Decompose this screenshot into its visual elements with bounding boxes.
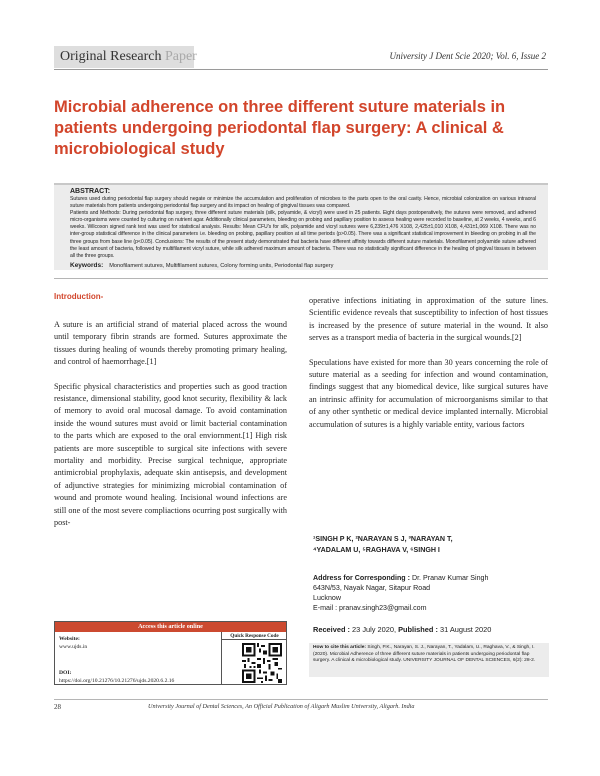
citation-label: How to cite this article: [313, 645, 367, 650]
body-paragraph-1: operative infections initiating in approximation of the suture lines. Scientific evidence reveals that susceptibility to infection of host tissues is increased by the presence of suture material in the wound. It also serves as a transport media of bacteria in the surgical wounds.[2] [309, 296, 548, 343]
website-label: Website: [59, 636, 80, 642]
left-column [54, 319, 287, 542]
access-box-title: Access this article online [55, 622, 286, 632]
doi-label: DOI: [59, 670, 72, 676]
intro-paragraph-2: Specific physical characteristics and properties such as good traction resistance, dimensional stability, good knot security, flexibility & lack of memory to avoid oral mucosal damage. To avoid contamination inside the wound sutures must avoid or limit bacterial contamination to the parts which are exposed to the oral enviornment.[1] High risk patients are more susceptible to surgical site infections with severe mortality and morbidity. Precise surgical technique, appropriate antimicrobial prophylaxis, adequate skin antisepsis, and development of adjunctive strategies for minimizing microbial contamination of wound and promote wound healing. Incisional wound infections are still one of the most severe compliactions ocurring post surgically with post- [54, 381, 287, 528]
citation-text: Singh, P.K., Narayan, S. J., Narayan, T., Yadalam, U., Raghava, V., & Singh, I. (2020). Microbial Adherence of three different suture materials in patients undergoing periodontal flap surgery. A clinical & microbiological study. UNIVERSITY JOURNAL OF DENTAL SCIENCES, 6(2): 28-2. [313, 645, 536, 664]
intro-paragraph-1: A suture is an artificial strand of material placed across the wound until temporary fibrin strands are formed. Sutures approximate the tissues during healing of wounds thereby promoting primary healing, and control of haemorrhage.[1] [54, 320, 287, 367]
keywords-divider [54, 278, 548, 279]
abstract-heading: ABSTRACT: [70, 188, 111, 195]
authors-line-1: ¹SINGH P K, ²NARAYAN S J, ³NARAYAN T, [313, 535, 453, 543]
published-date: 31 August 2020 [439, 625, 492, 634]
qr-code-icon[interactable] [242, 643, 282, 683]
footer-divider [54, 699, 548, 700]
page-number: 28 [54, 703, 61, 711]
abstract-intro: Sutures used during periodontal flap surgery should negate or minimize the accumulation and proliferation of microbes to the parts open to the oral cavity. Hence, microbial colonization on various intraoral suture materials from patients undergoing periodontal flap surgery and its impact on healing of gingival tissues was compared. [70, 196, 536, 210]
website-link[interactable]: www.ujds.in [59, 644, 88, 650]
article-type-suffix: Paper [164, 49, 197, 64]
article-type-label: Original Research [60, 49, 162, 64]
address-line-1: 643N/53, Nayak Nagar, Sitapur Road [313, 584, 431, 592]
article-type-tag [54, 46, 197, 68]
citation-box [309, 643, 549, 677]
address-label: Address for Corresponding : [313, 574, 410, 582]
abstract-methods-results: Patients and Methods: During periodontal flap surgery, three different suture materials (silk, polyamide, & vicryl) were used in 25 patients. Eight days postoperatively, the sutures were removed, and adhered micro-organisms were counted by culturing on nutrient agar. Additionally clinical parameters, bleeding on probing and papillary position to assess healing were recorded to baseline, at 2 weeks, 4 weeks, and 6 weeks. Wilcoxon signed rank test was used for statistical analysis. Results: Mean CFU's for silk, polyamide and vicryl sutures were 6,239±1,476 X108, 2,425±1,010 X108, 4,431±1,069 X108. There was no inter-group statistical difference in the clinical parameters i.e. bleeding on probing, papillary position at all time periods (p>0.05). There was a significant statistical improvement in bleeding on probing in all the three groups from base line (p<0.05). Conclusions: The results of the present study demonstrated that bacteria have different affinity towards different suture materials. Monofilament polyamide suture adhered the least amount of bacteria, followed by multifilament vicryl suture, while silk adhered maximum amount of bacteria. There was no statistically significant difference in the healing of gingival tissues in between all the three groups. [70, 210, 536, 259]
corresponding-author: Dr. Pranav Kumar Singh [411, 574, 489, 582]
author-list [313, 534, 543, 556]
address-line-2: Lucknow [313, 594, 341, 602]
keywords [70, 262, 540, 269]
published-label: Published : [398, 625, 438, 634]
received-date: 23 July 2020, [352, 625, 397, 634]
journal-citation: University J Dent Scie 2020; Vol. 6, Issue 2 [389, 51, 546, 61]
article-title: Microbial adherence on three different suture materials in patients undergoing periodontal flap surgery: A clinical & microbiological study [54, 98, 506, 158]
body-paragraph-2: Speculations have existed for more than 30 years concerning the role of suture material as a seeding for infection and wound contamination, findings suggest that any biomedical device, like surgical sutures have an intrinsic affinity for accumulation of microorganisms similar to that of any other synthetic or medical device implanted internally. Microbial accumulation of sutures is a highly variable entity, various factors [309, 357, 548, 429]
authors-line-2: ⁴YADALAM U, ⁵RAGHAVA V, ⁶SINGH I [313, 546, 440, 554]
right-column [309, 295, 548, 443]
qr-code-label: Quick Response Code [222, 632, 287, 640]
article-dates [313, 625, 491, 634]
header-divider [54, 69, 548, 70]
doi-link[interactable]: https://doi.org/10.21276/10.21276/ujds.2020.6.2.16 [59, 678, 175, 684]
author-email[interactable]: E-mail : pranav.singh23@gmail.com [313, 604, 427, 612]
access-online-box [54, 621, 287, 685]
received-label: Received : [313, 625, 350, 634]
footer-publisher: University Journal of Dental Sciences, An Official Publication of Aligarh Muslim University, Aligarh. India [148, 703, 415, 710]
keywords-label: Keywords: [70, 262, 104, 269]
introduction-heading: Introduction- [54, 292, 104, 301]
abstract-box [54, 183, 548, 270]
keywords-text: Monofilament sutures, Multifilament sutures, Colony forming units, Periodontal flap surgery [109, 263, 334, 269]
correspondence-address [313, 573, 543, 613]
